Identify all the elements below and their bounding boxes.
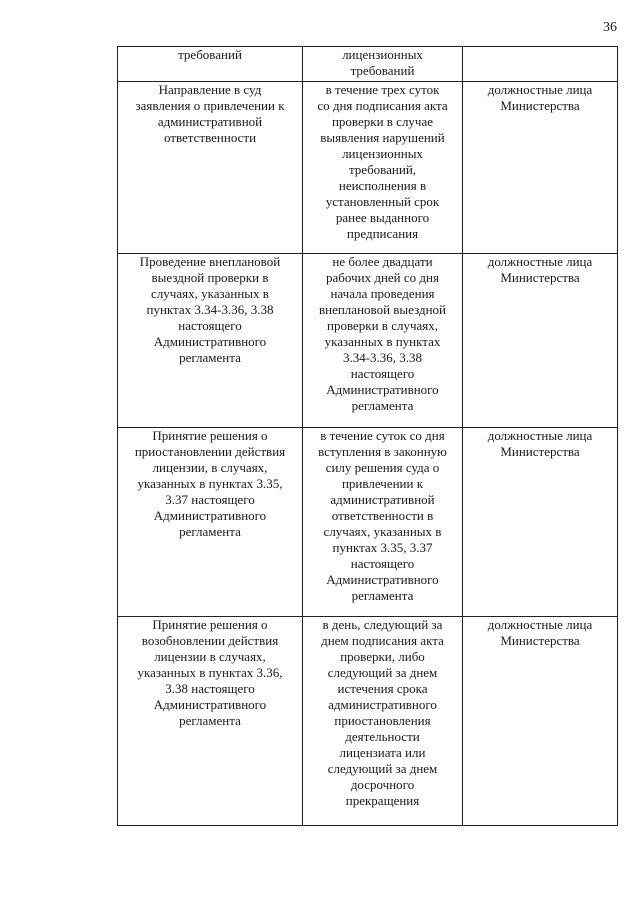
action-cell: Принятие решения о возобновлении действия лицензии в случаях, указанных в пунктах 3.36, 3.38 настоящего Административного регламента	[118, 617, 303, 826]
deadline-cell: лицензионных требований	[303, 47, 463, 82]
action-cell: Проведение внеплановой выездной проверки в случаях, указанных в пунктах 3.34-3.36, 3.38 настоящего Административного регламента	[118, 254, 303, 428]
table-row	[118, 254, 618, 428]
regulation-table	[117, 46, 618, 826]
deadline-cell: в течение суток со дня вступления в законную силу решения суда о привлечении к административной ответственности в случаях, указанных в пунктах 3.35, 3.37 настоящего Административного регламента	[303, 428, 463, 617]
table-row	[118, 82, 618, 254]
responsible-cell	[463, 47, 618, 82]
action-cell: Направление в суд заявления о привлечении к административной ответственности	[118, 82, 303, 254]
responsible-cell: должностные лица Министерства	[463, 254, 618, 428]
table-row	[118, 428, 618, 617]
table-row	[118, 617, 618, 826]
table-row	[118, 47, 618, 82]
deadline-cell: в течение трех суток со дня подписания акта проверки в случае выявления нарушений лицензионных требований, неисполнения в установленный срок ранее выданного предписания	[303, 82, 463, 254]
deadline-cell: не более двадцати рабочих дней со дня начала проведения внеплановой выездной проверки в случаях, указанных в пунктах 3.34-3.36, 3.38 настоящего Административного регламента	[303, 254, 463, 428]
action-cell: Принятие решения о приостановлении действия лицензии, в случаях, указанных в пунктах 3.35, 3.37 настоящего Административного регламента	[118, 428, 303, 617]
responsible-cell: должностные лица Министерства	[463, 82, 618, 254]
page-number: 36	[603, 20, 617, 35]
action-cell: требований	[118, 47, 303, 82]
responsible-cell: должностные лица Министерства	[463, 428, 618, 617]
responsible-cell: должностные лица Министерства	[463, 617, 618, 826]
deadline-cell: в день, следующий за днем подписания акта проверки, либо следующий за днем истечения срока административного приостановления деятельности лицензиата или следующий за днем досрочного прекращения	[303, 617, 463, 826]
